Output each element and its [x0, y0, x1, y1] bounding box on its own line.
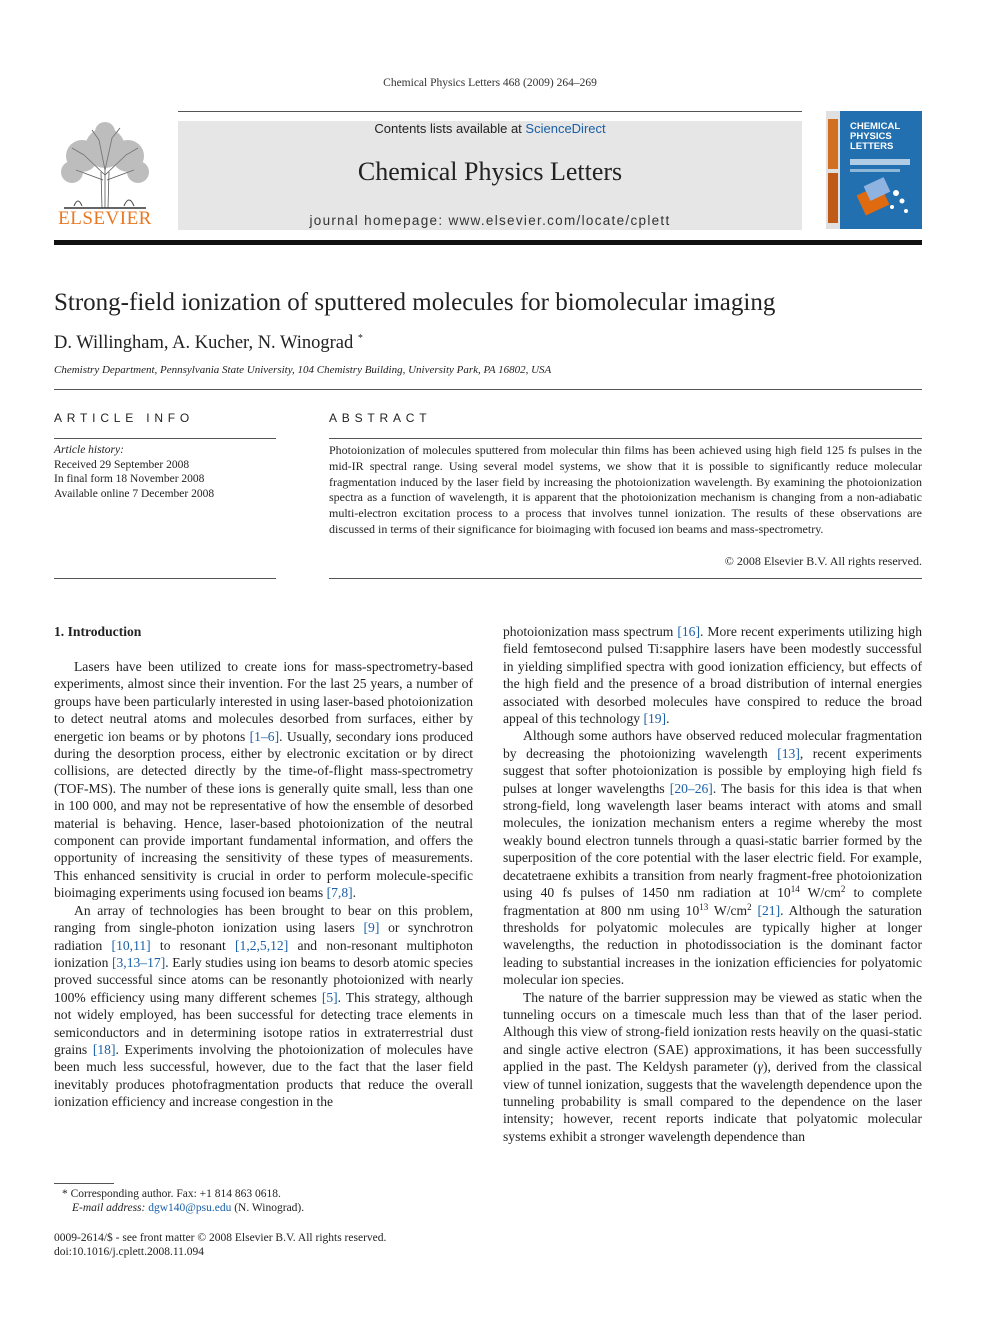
corresponding-author-mark[interactable]: * [357, 333, 363, 344]
body-column-left [54, 658, 473, 1111]
text-run: and non-resonant multiphoton ionization [54, 937, 473, 970]
paragraph [54, 902, 473, 1111]
cover-title [850, 122, 900, 152]
section-heading-introduction: 1. Introduction [54, 624, 142, 639]
text-run: . [666, 711, 670, 727]
paragraph [503, 989, 922, 1146]
text-run: . Although the saturation thresholds for polyatomic molecules are typically higher at longer wavelengths, the reduction in photodissociation is the dominant factor leading to substantial increases in the ionization efficiencies for polyatomic molecular ion species. [503, 902, 922, 988]
header-bottom-rule [54, 240, 922, 245]
citation-link[interactable]: [7,8] [326, 885, 353, 901]
affiliation: Chemistry Department, Pennsylvania State University, 104 Chemistry Building, University Park, PA 16802, USA [54, 364, 552, 376]
footnote-line-1 [62, 1187, 304, 1201]
text-run: , recent experiments suggest that softer photoionization is possible by employing high field fs pulses at longer wavelengths [503, 745, 922, 796]
abstract-rule [329, 438, 922, 439]
doi-link[interactable]: doi:10.1016/j.cplett.2008.11.094 [54, 1246, 205, 1259]
text-run: . Early studies using ion beams to desorb atomic species proved successful since atoms can be resonantly photoionized with nearly 100% efficiency using many different schemes [54, 954, 473, 1005]
citation-link[interactable]: [13] [777, 745, 800, 761]
received-date: Received 29 September 2008 [54, 458, 190, 471]
citation-link[interactable]: [19] [643, 711, 667, 727]
text-run: . The basis for this idea is that when strong-field, long wavelength laser beams interact with atoms and small molecules, the ionization mechanism enters a regime whereby the most weakly bound electron tunnels through a quasi-static barrier formed by the superposition of the core potential with the laser electric field. For example, decatetraene exhibits a transition from nearly fragment-free photoionization using 40 fs pulses of 1450 nm radiation at 10 [503, 780, 922, 901]
text-run: ), derived from the classical view of tunnel ionization, suggests that the wavelength dependence upon the tunneling probability is small compared to the dependence on the laser intensity; however, recent reports indicate that polyatomic molecular systems exhibit a stronger wavelength dependence than [503, 1059, 923, 1144]
article-info-heading: ARTICLE INFO [54, 411, 195, 425]
abstract-copyright: © 2008 Elsevier B.V. All rights reserved. [724, 554, 922, 568]
article-title: Strong-field ionization of sputtered molecules for biomolecular imaging [54, 289, 776, 316]
journal-homepage-link[interactable]: journal homepage: www.elsevier.com/locate/cplett [309, 213, 671, 228]
contents-line [178, 121, 802, 137]
text-run: Although some authors have observed reduced molecular fragmentation by decreasing the photoionizing wavelength [503, 728, 922, 761]
superscript: 14 [790, 884, 800, 895]
journal-title: Chemical Physics Letters [357, 157, 623, 186]
text-run: photoionization mass spectrum [503, 624, 678, 639]
journal-reference: Chemical Physics Letters 468 (2009) 264–269 [383, 77, 597, 89]
tree-icon [54, 120, 156, 210]
online-date: Available online 7 December 2008 [54, 487, 215, 500]
journal-cover-thumbnail[interactable] [826, 111, 922, 229]
text-run: to complete fragmentation at 800 nm using 10 [503, 885, 922, 918]
cover-line-3: LETTERS [850, 141, 894, 152]
journal-banner [178, 121, 802, 230]
article-info-bottom-rule [54, 578, 276, 579]
superscript: 2 [747, 901, 752, 912]
email-suffix: (N. Winograd). [234, 1202, 305, 1215]
citation-link[interactable]: [18] [92, 1041, 116, 1057]
citation-link[interactable]: [3,13–17] [111, 954, 166, 970]
contents-prefix: Contents lists available at [374, 121, 522, 136]
article-history [54, 443, 214, 501]
paragraph [54, 658, 473, 902]
abstract-bottom-rule [329, 578, 922, 579]
email-label: E-mail address: [72, 1202, 146, 1215]
header-top-rule [178, 111, 802, 112]
footnote-line-2 [62, 1201, 304, 1215]
cover-line-1: CHEMICAL [850, 121, 901, 132]
paragraph [503, 623, 922, 727]
final-form-date: In final form 18 November 2008 [54, 473, 205, 485]
history-label: Article history: [54, 444, 124, 456]
page-footer [54, 1231, 386, 1259]
body-column-right [503, 623, 922, 1145]
superscript: 2 [840, 884, 846, 895]
text-run: . This strategy, although not widely employed, has been successful for detecting trace elements in semiconductors and in determining isotope ratios in extraterrestrial dust grains [54, 989, 473, 1057]
citation-link[interactable]: [16] [677, 624, 701, 639]
text-run: W/cm [799, 885, 841, 901]
citation-link[interactable]: [10,11] [111, 937, 151, 953]
text-run: The nature of the barrier suppression may be viewed as static when the tunneling occurs on a timescale much less than that of the laser period. Although this view of strong-field ionization rests heavily on the quasi-static and single active electron (SAE) approximations, it has been successfully applied in the past. The Keldysh parameter ( [503, 989, 922, 1075]
paragraph [503, 727, 922, 988]
footnote-rule [54, 1183, 114, 1184]
authors: D. Willingham, A. Kucher, N. Winograd [54, 333, 354, 353]
elsevier-logo[interactable] [54, 120, 156, 230]
text-run: W/cm [708, 902, 748, 918]
text-run: . Usually, secondary ions produced during the desorption process, either by electronic excitation or by direct collisions, are detected directly by the time-of-flight mass-spectrometry (TOF-MS). The number of these ions is generally quite small, less than one in 100 000, and may not be representative of how the ensemble of desorbed material is behaving. Hence, laser-based photoionization of the neutral component can provide important fundamental information, and offers the opportunity of increasing the sensitivity of these types of measurements. This enhanced sensitivity is crucial in order to perform molecule-specific bioimaging experiments using focused ion beams [54, 728, 473, 901]
text-run: . Experiments involving the photoionization of molecules have been much less successful, however, due to the fact that the laser field inevitably produces photofragmentation products that reduce the overall ionization efficiency and increase congestion in the [54, 1041, 473, 1110]
footnote [62, 1187, 304, 1215]
title-divider [54, 389, 922, 390]
elsevier-wordmark: ELSEVIER [58, 208, 152, 229]
text-run: . [352, 885, 357, 901]
citation-link[interactable]: [9] [363, 920, 380, 936]
cover-line-2: PHYSICS [850, 131, 892, 142]
citation-link[interactable]: [21] [757, 902, 781, 918]
footnote-mark: * [62, 1188, 68, 1200]
citation-link[interactable]: [1,2,5,12] [235, 937, 289, 953]
text-run: . More recent experiments utilizing high field femtosecond pulsed Ti:sapphire lasers have been modestly successful in yielding simplified spectra with good ionization efficiency, but effects of the high field and the presence of a broad distribution of internal energies associated with desorbed molecules have conspired to reduce the broad appeal of this technology [503, 624, 922, 727]
citation-link[interactable]: [1–6] [249, 728, 280, 744]
text-run: to resonant [150, 937, 235, 953]
front-matter-line: 0009-2614/$ - see front matter © 2008 Elsevier B.V. All rights reserved. [54, 1232, 387, 1244]
superscript: 13 [699, 901, 709, 912]
gamma-symbol: γ [757, 1059, 764, 1075]
sciencedirect-link[interactable]: ScienceDirect [525, 121, 606, 136]
citation-link[interactable]: [5] [321, 989, 338, 1005]
footnote-text: Corresponding author. Fax: +1 814 863 0618. [70, 1188, 281, 1200]
author-list [54, 333, 363, 354]
text-run: Lasers have been utilized to create ions for mass-spectrometry-based experiments, almost since their invention. For the last 25 years, a number of groups have been particularly interested in using laser-based photoionization to detect neutral atoms and molecules desorbed from surfaces, either by energetic ion beams or by photons [54, 659, 473, 744]
citation-link[interactable]: [20–26] [669, 780, 713, 796]
abstract-heading: ABSTRACT [329, 411, 432, 425]
text-run: or synchrotron radiation [54, 920, 473, 953]
abstract-text: Photoionization of molecules sputtered from molecular thin films has been achieved using high field 125 fs pulses in the mid-IR spectral range. Using several model systems, we show that it is possible to significantly reduce molecular fragmentation induced by the laser field by increasing the photoionization wavelength. By examining the photoionization spectra as a function of wavelength, it is apparent that the photoionization mechanism is changing from a non-adiabatic multi-electron excitation process to a process that involves tunnel ionization. The results of these observations are discussed in terms of their significance for bioimaging with focused ion beams and mass-spectrometry. [329, 443, 922, 536]
article-info-rule [54, 438, 276, 439]
text-run: An array of technologies has been brought to bear on this problem, ranging from single-photon ionization using lasers [54, 902, 473, 936]
email-link[interactable]: dgw140@psu.edu [148, 1202, 232, 1215]
